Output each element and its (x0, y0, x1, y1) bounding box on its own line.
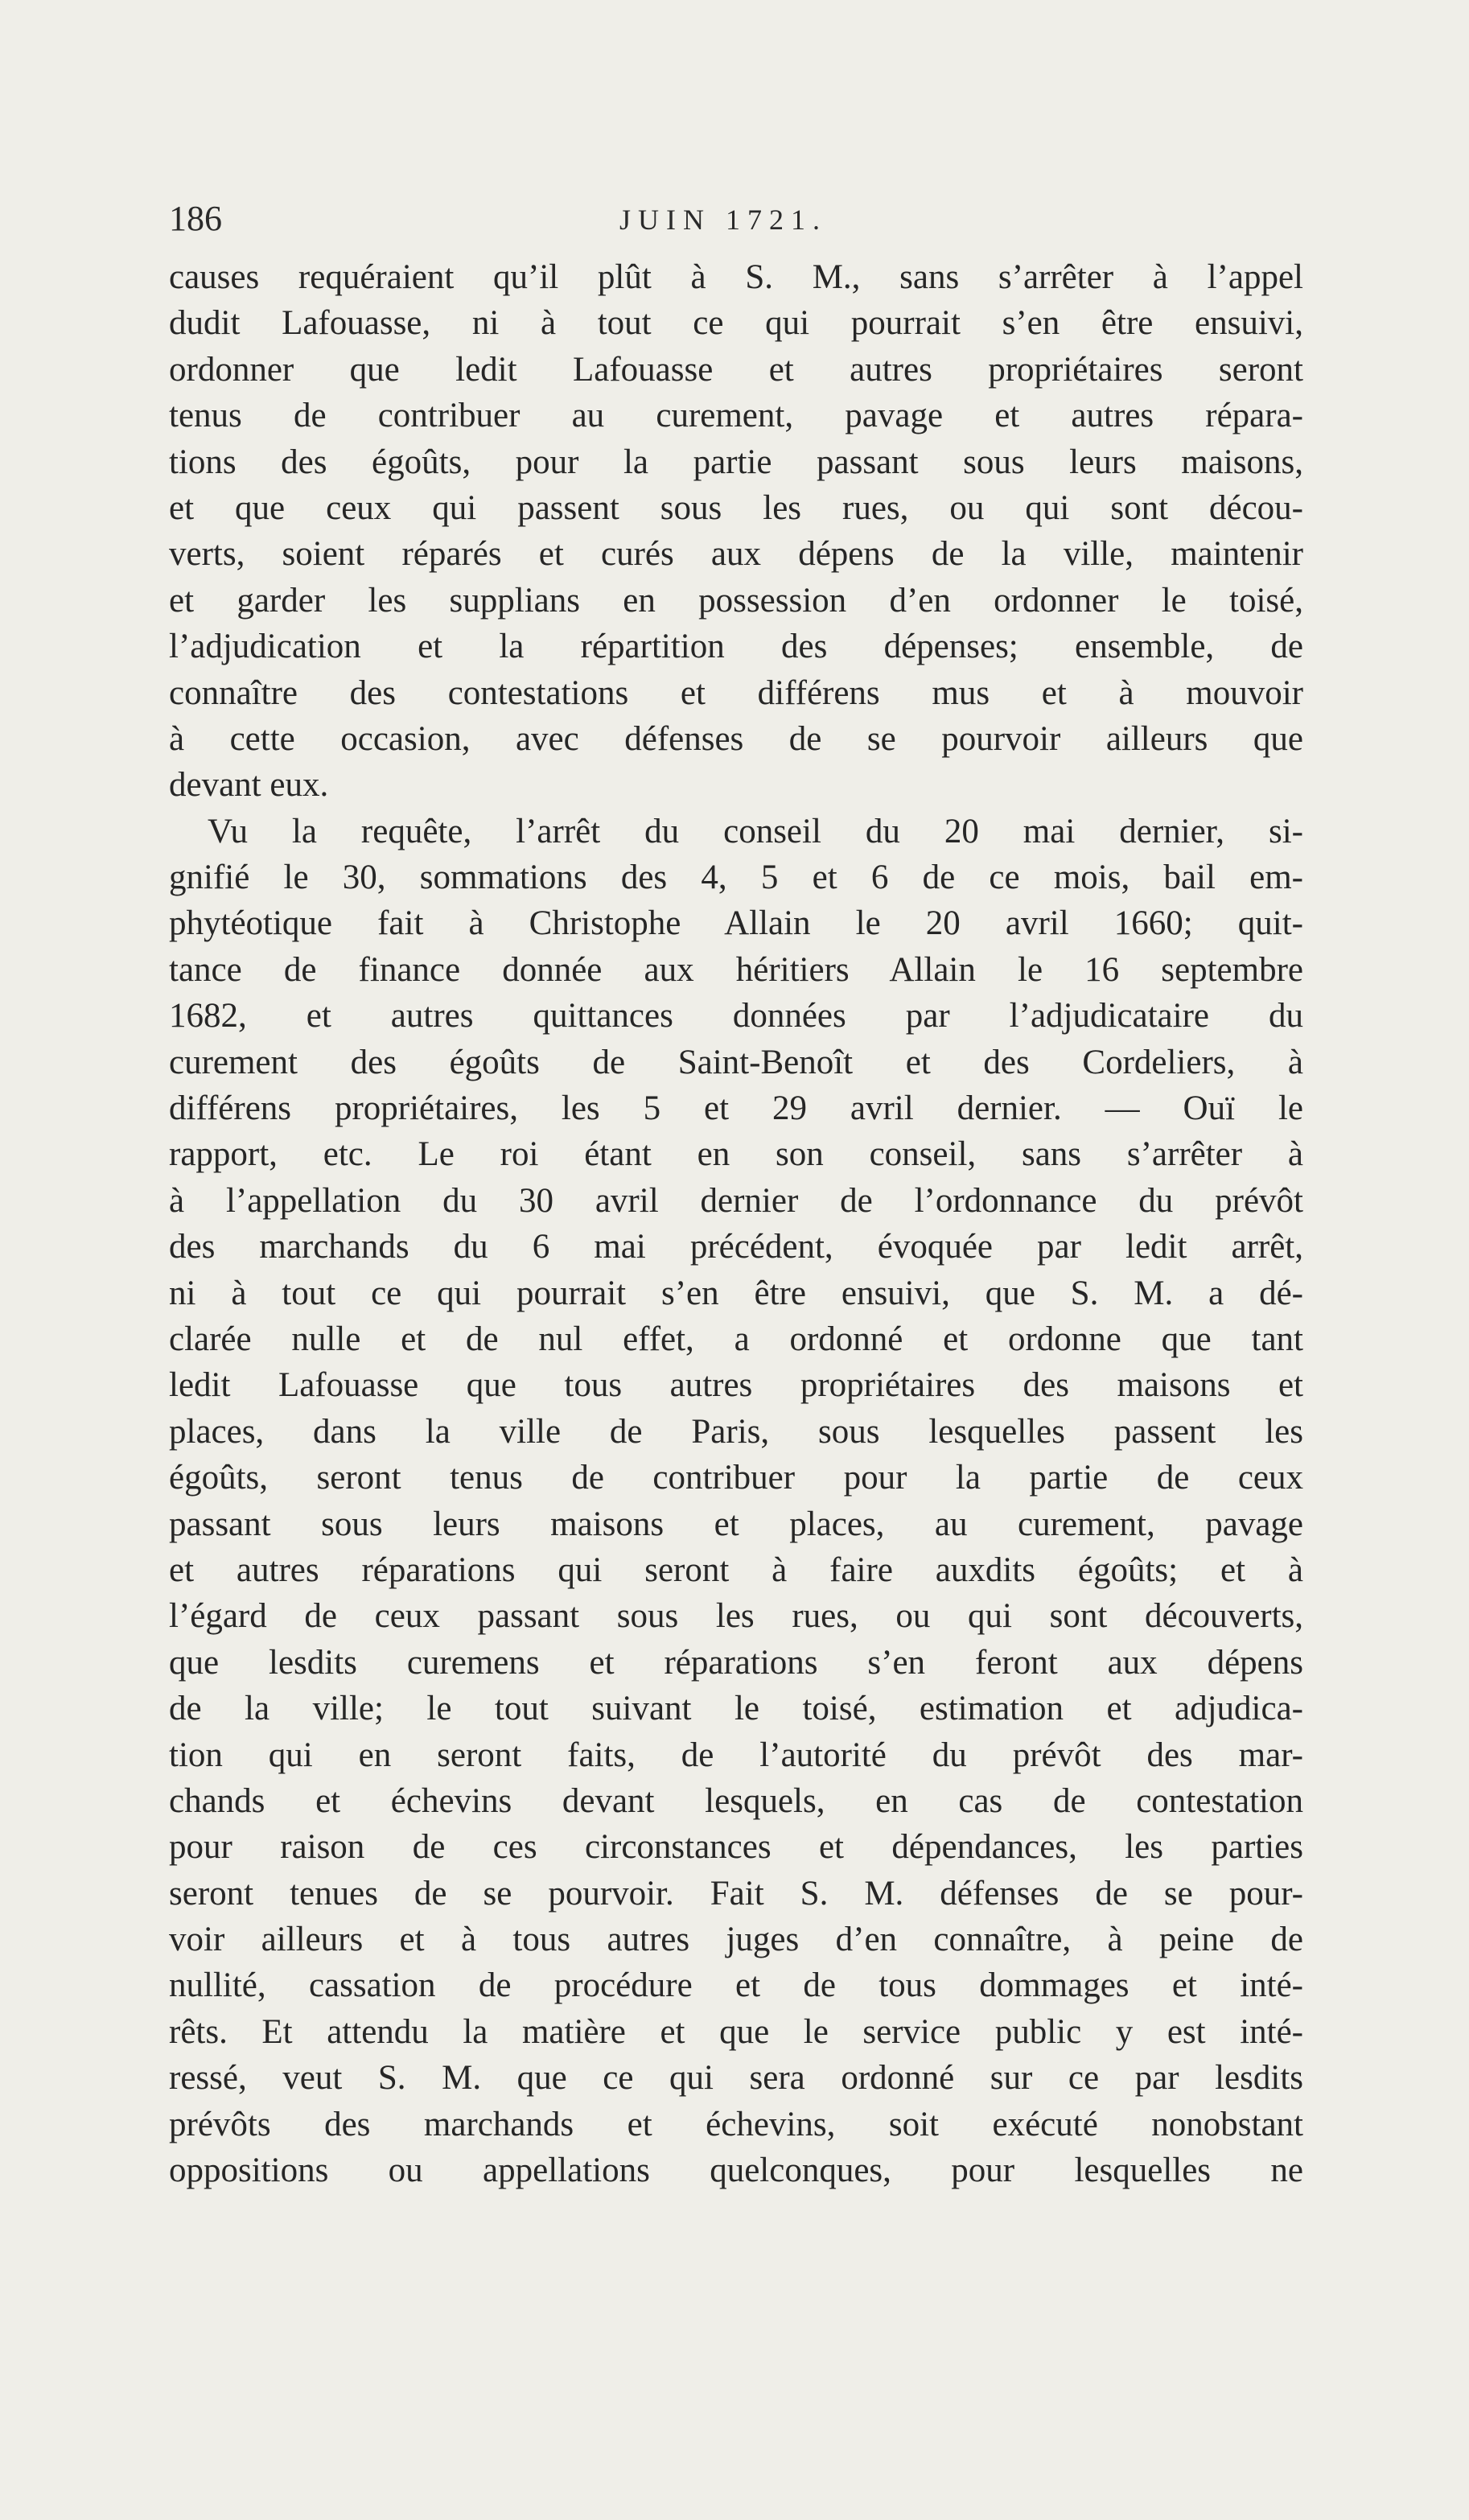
text-line: nullité, cassation de procédure et de tous dommages et inté- (169, 1966, 1303, 2005)
text-line: ordonner que ledit Lafouasse et autres propriétaires seront (169, 350, 1303, 389)
text-line: ledit Lafouasse que tous autres propriétaires des maisons et (169, 1366, 1303, 1405)
text-line: différens propriétaires, les 5 et 29 avril dernier. — Ouï le (169, 1089, 1303, 1128)
text-line: oppositions ou appellations quelconques, pour lesquelles ne (169, 2151, 1303, 2190)
text-line: devant eux. (169, 766, 329, 805)
page-number: 186 (169, 199, 222, 238)
text-line: Vu la requête, l’arrêt du conseil du 20 mai dernier, si- (208, 812, 1303, 850)
text-line: 1682, et autres quittances données par l’adjudicataire du (169, 997, 1303, 1036)
text-line: causes requéraient qu’il plût à S. M., sans s’arrêter à l’appel (169, 258, 1303, 296)
text-line: à l’appellation du 30 avril dernier de l’ordonnance du prévôt (169, 1181, 1303, 1220)
text-line: seront tenues de se pourvoir. Fait S. M. défenses de se pour- (169, 1874, 1303, 1913)
text-line: tion qui en seront faits, de l’autorité du prévôt des mar- (169, 1736, 1303, 1774)
text-line: clarée nulle et de nul effet, a ordonné et ordonne que tant (169, 1320, 1303, 1358)
text-line: à cette occasion, avec défenses de se pourvoir ailleurs que (169, 719, 1303, 758)
text-line: voir ailleurs et à tous autres juges d’en connaître, à peine de (169, 1921, 1303, 1959)
text-line: rapport, etc. Le roi étant en son conseil, sans s’arrêter à (169, 1135, 1303, 1174)
text-line: ressé, veut S. M. que ce qui sera ordonné sur ce par lesdits (169, 2059, 1303, 2098)
text-line: prévôts des marchands et échevins, soit exécuté nonobstant (169, 2105, 1303, 2143)
text-line: et que ceux qui passent sous les rues, ou qui sont décou- (169, 488, 1303, 527)
body-text (169, 254, 1303, 2193)
text-line: dudit Lafouasse, ni à tout ce qui pourrait s’en être ensuivi, (169, 304, 1303, 343)
text-line: et autres réparations qui seront à faire auxdits égoûts; et à (169, 1550, 1303, 1589)
text-line: passant sous leurs maisons et places, au curement, pavage (169, 1505, 1303, 1543)
running-head: JUIN 1721. (619, 204, 827, 236)
text-line: de la ville; le tout suivant le toisé, estimation et adjudica- (169, 1690, 1303, 1728)
text-line: égoûts, seront tenus de contribuer pour la partie de ceux (169, 1459, 1303, 1497)
text-line: verts, soient réparés et curés aux dépens de la ville, maintenir (169, 535, 1303, 574)
text-line: que lesdits curemens et réparations s’en feront aux dépens (169, 1643, 1303, 1682)
text-line: l’égard de ceux passant sous les rues, ou qui sont découverts, (169, 1597, 1303, 1636)
text-line: et garder les supplians en possession d’en ordonner le toisé, (169, 581, 1303, 620)
text-line: pour raison de ces circonstances et dépendances, les parties (169, 1828, 1303, 1867)
text-line: tance de finance donnée aux héritiers Allain le 16 septembre (169, 950, 1303, 989)
text-line: tenus de contribuer au curement, pavage et autres répara- (169, 397, 1303, 435)
page-header (169, 198, 1303, 246)
text-line: ni à tout ce qui pourrait s’en être ensuivi, que S. M. a dé- (169, 1274, 1303, 1312)
text-line: tions des égoûts, pour la partie passant sous leurs maisons, (169, 443, 1303, 481)
text-line: places, dans la ville de Paris, sous lesquelles passent les (169, 1412, 1303, 1451)
text-line: gnifié le 30, sommations des 4, 5 et 6 de ce mois, bail em- (169, 859, 1303, 897)
text-line: l’adjudication et la répartition des dépenses; ensemble, de (169, 628, 1303, 666)
text-line: des marchands du 6 mai précédent, évoquée par ledit arrêt, (169, 1228, 1303, 1266)
text-line: phytéotique fait à Christophe Allain le 20 avril 1660; quit- (169, 904, 1303, 943)
text-line: chands et échevins devant lesquels, en cas de contestation (169, 1781, 1303, 1820)
text-line: connaître des contestations et différens mus et à mouvoir (169, 673, 1303, 712)
text-line: rêts. Et attendu la matière et que le service public y est inté- (169, 2012, 1303, 2051)
text-line: curement des égoûts de Saint-Benoît et des Cordeliers, à (169, 1043, 1303, 1081)
